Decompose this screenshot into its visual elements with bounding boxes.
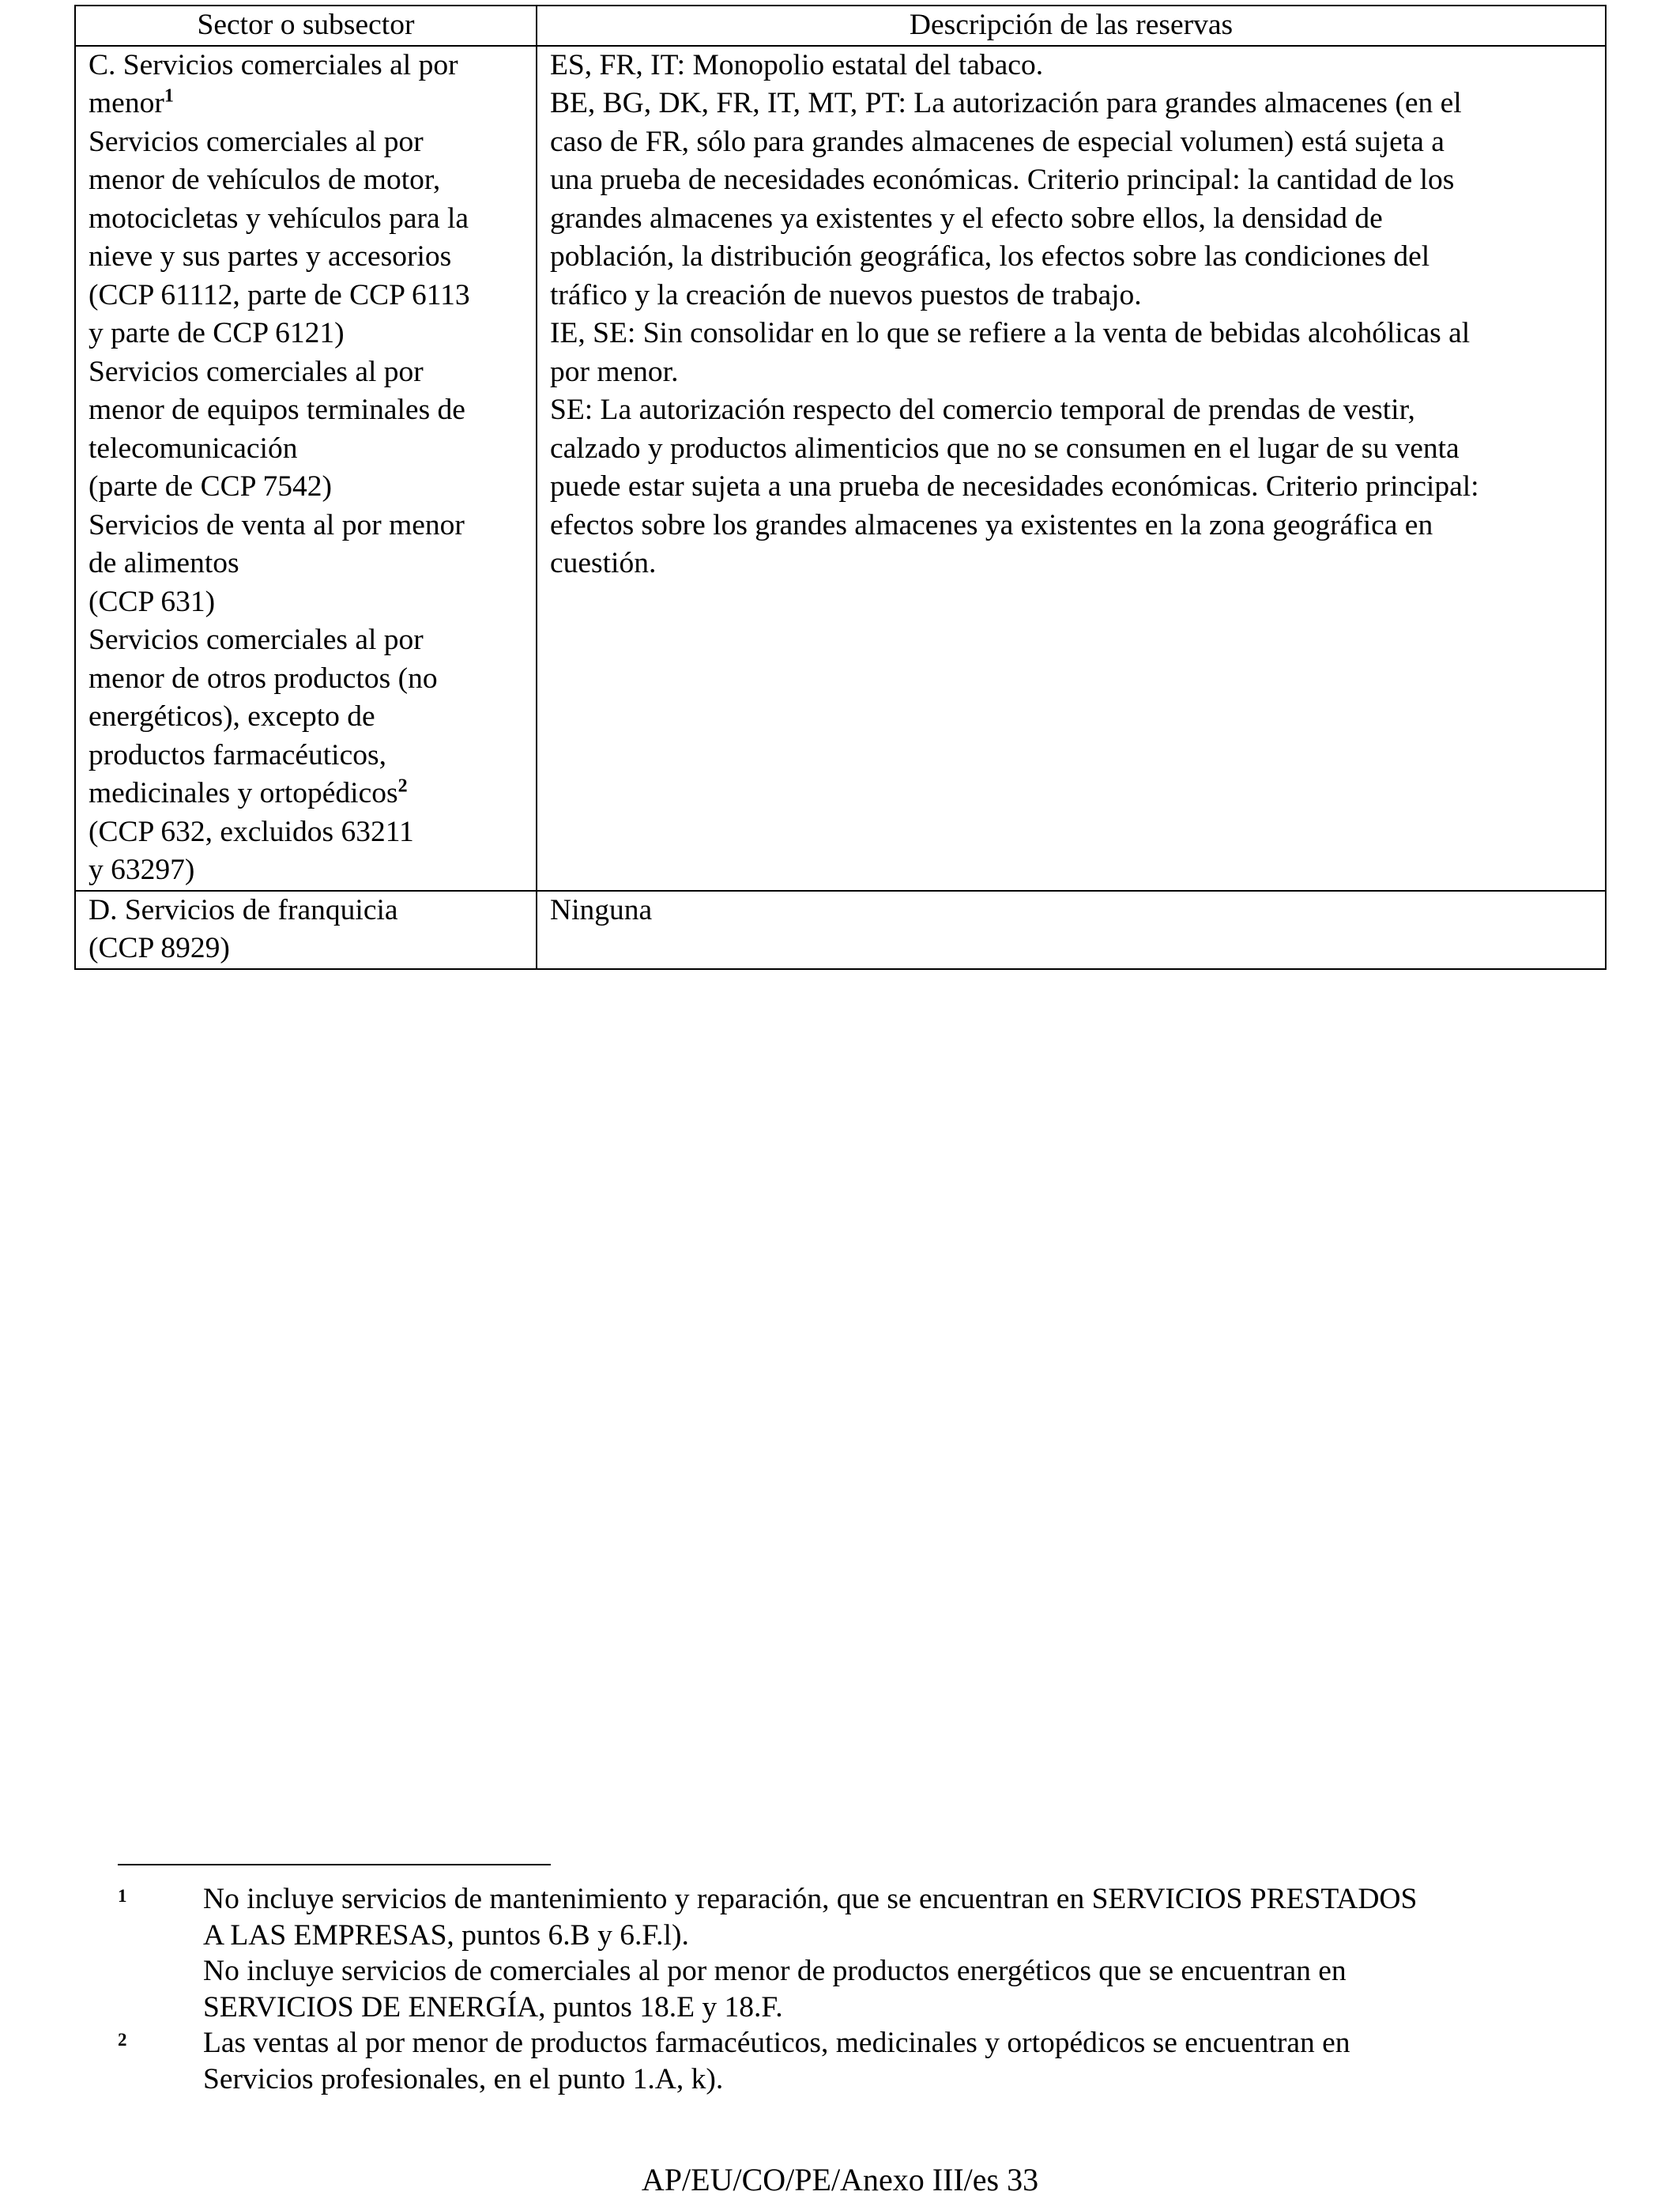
sector-line: (CCP 8929) bbox=[89, 932, 230, 964]
sector-line: menor de otros productos (no bbox=[89, 662, 438, 695]
sector-line: telecomunicación bbox=[89, 432, 298, 465]
description-line: efectos sobre los grandes almacenes ya existentes en la zona geográfica en bbox=[550, 508, 1433, 541]
sector-line: productos farmacéuticos, bbox=[89, 738, 386, 771]
sector-cell bbox=[75, 891, 537, 969]
sector-line: menor de equipos terminales de bbox=[89, 394, 465, 426]
footnote-line: Las ventas al por menor de productos farmacéuticos, medicinales y ortopédicos se encuentran en bbox=[203, 2027, 1350, 2059]
description-line: SE: La autorización respecto del comercio temporal de prendas de vestir, bbox=[550, 394, 1415, 426]
footnote-line: Servicios profesionales, en el punto 1.A, k). bbox=[203, 2062, 724, 2095]
description-line: tráfico y la creación de nuevos puestos de trabajo. bbox=[550, 278, 1142, 311]
sector-line: Servicios de venta al por menor bbox=[89, 508, 465, 541]
sector-line: energéticos), excepto de bbox=[89, 700, 375, 733]
description-line: grandes almacenes ya existentes y el efecto sobre ellos, la densidad de bbox=[550, 202, 1383, 235]
footnote-ref-2: 2 bbox=[397, 775, 408, 797]
sector-line: Servicios comerciales al por bbox=[89, 624, 424, 656]
sector-line: Servicios comerciales al por bbox=[89, 355, 424, 388]
description-cell bbox=[537, 891, 1606, 969]
footnote-number: 1 bbox=[118, 1886, 127, 1906]
footnote-line: SERVICIOS DE ENERGÍA, puntos 18.E y 18.F. bbox=[203, 1990, 783, 2024]
sector-line: Servicios comerciales al por bbox=[89, 125, 424, 158]
sector-line: nieve y sus partes y accesorios bbox=[89, 240, 452, 273]
sector-line: (CCP 61112, parte de CCP 6113 bbox=[89, 278, 470, 311]
sector-line: y 63297) bbox=[89, 854, 195, 886]
sector-cell bbox=[75, 46, 537, 891]
sector-line: menor de vehículos de motor, bbox=[89, 164, 441, 196]
footnote-2 bbox=[118, 2025, 1588, 2097]
description-line: calzado y productos alimenticios que no se consumen en el lugar de su venta bbox=[550, 432, 1460, 465]
description-line: por menor. bbox=[550, 355, 679, 388]
sector-line: menor$^1$ bbox=[89, 85, 174, 119]
description-line: población, la distribución geográfica, los efectos sobre las condiciones del bbox=[550, 240, 1430, 273]
description-line: Ninguna bbox=[550, 893, 653, 926]
description-cell bbox=[537, 46, 1606, 891]
header-description: Descripción de las reservas bbox=[537, 6, 1606, 46]
sector-line: motocicletas y vehículos para la bbox=[89, 202, 469, 235]
footnote-number: 2 bbox=[118, 2030, 127, 2050]
description-line: cuestión. bbox=[550, 547, 657, 579]
description-line: puede estar sujeta a una prueba de necesidades económicas. Criterio principal: bbox=[550, 470, 1479, 503]
description-line: caso de FR, sólo para grandes almacenes de especial volumen) está sujeta a bbox=[550, 125, 1445, 158]
footnote-1 bbox=[118, 1881, 1588, 2025]
description-line: una prueba de necesidades económicas. Criterio principal: la cantidad de los bbox=[550, 164, 1455, 196]
footnote-line: No incluye servicios de comerciales al por menor de productos energéticos que se encuentran en bbox=[203, 1955, 1347, 1987]
table-header-row bbox=[75, 6, 1606, 46]
description-line: IE, SE: Sin consolidar en lo que se refiere a la venta de bebidas alcohólicas al bbox=[550, 317, 1471, 349]
description-line: ES, FR, IT: Monopolio estatal del tabaco. bbox=[550, 48, 1044, 81]
sector-line: C. Servicios comerciales al por bbox=[89, 48, 458, 81]
header-sector: Sector o subsector bbox=[75, 6, 537, 46]
page-footer: AP/EU/CO/PE/Anexo III/es 33 bbox=[641, 2162, 1039, 2197]
sector-line: (CCP 631) bbox=[89, 585, 216, 618]
footnote-line: No incluye servicios de mantenimiento y reparación, que se encuentran en SERVICIOS PRESTADOS bbox=[203, 1883, 1418, 1915]
footnote-ref-1: 1 bbox=[164, 85, 174, 107]
sector-line: y parte de CCP 6121) bbox=[89, 317, 345, 349]
sector-line: de alimentos bbox=[89, 547, 239, 579]
table-row bbox=[75, 891, 1606, 969]
sector-line: D. Servicios de franquicia bbox=[89, 893, 398, 926]
footnote-separator bbox=[118, 1864, 551, 1865]
sector-line: (CCP 632, excluidos 63211 bbox=[89, 815, 414, 848]
reservations-table bbox=[74, 5, 1607, 970]
table-row bbox=[75, 46, 1606, 891]
footnote-line: A LAS EMPRESAS, puntos 6.B y 6.F.l). bbox=[203, 1918, 689, 1952]
sector-line: medicinales y ortopédicos$^2$ bbox=[89, 775, 408, 809]
footnotes bbox=[118, 1881, 1588, 2097]
sector-line: (parte de CCP 7542) bbox=[89, 470, 332, 503]
description-line: BE, BG, DK, FR, IT, MT, PT: La autorización para grandes almacenes (en el bbox=[550, 87, 1462, 119]
